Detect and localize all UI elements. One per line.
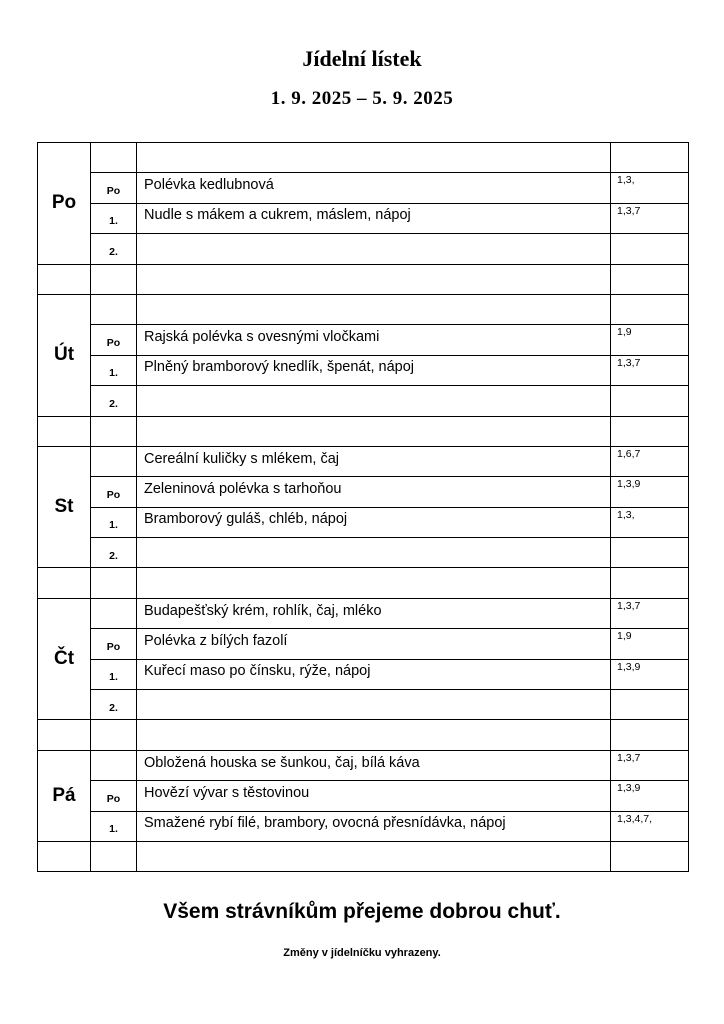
allergens (611, 690, 689, 720)
allergens: 1,6,7 (611, 446, 689, 476)
menu-row (38, 659, 689, 689)
dish-cell (137, 598, 611, 628)
empty-cell (611, 568, 689, 598)
empty-cell (611, 720, 689, 750)
dish-name: Nudle s mákem a cukrem, máslem, nápoj (144, 207, 411, 224)
menu-row (38, 203, 689, 233)
dish-cell (137, 143, 611, 173)
empty-cell (611, 841, 689, 871)
empty-cell (38, 416, 91, 446)
dish-cell (137, 750, 611, 780)
empty-cell (38, 264, 91, 294)
meal-type: 1. (91, 659, 137, 689)
empty-cell (91, 720, 137, 750)
allergens: 1,9 (611, 325, 689, 355)
empty-cell (91, 841, 137, 871)
changes-note: Změny v jídelníčku vyhrazeny. (283, 947, 441, 959)
dish-name: Obložená houska se šunkou, čaj, bílá káva (144, 754, 420, 771)
meal-type (91, 143, 137, 173)
meal-type (91, 446, 137, 476)
allergens: 1,3, (611, 507, 689, 537)
menu-row (38, 477, 689, 507)
dish-name: Cereální kuličky s mlékem, čaj (144, 450, 339, 467)
empty-cell (611, 416, 689, 446)
allergens: 1,3,9 (611, 477, 689, 507)
dish-cell (137, 294, 611, 324)
meal-type: 2. (91, 234, 137, 264)
allergens: 1,3,7 (611, 203, 689, 233)
meal-type: 1. (91, 507, 137, 537)
dish-cell (137, 477, 611, 507)
meal-type: 1. (91, 811, 137, 841)
meal-type: Po (91, 629, 137, 659)
day-label: Čt (38, 598, 91, 720)
dish-cell (137, 781, 611, 811)
menu-row (38, 355, 689, 385)
allergens: 1,3,4,7, (611, 811, 689, 841)
meal-type: 2. (91, 386, 137, 416)
meal-type (91, 294, 137, 324)
spacer-row (38, 416, 689, 446)
allergens: 1,3,7 (611, 598, 689, 628)
menu-row (38, 690, 689, 720)
empty-cell (91, 416, 137, 446)
dish-name: Rajská polévka s ovesnými vločkami (144, 329, 380, 346)
dish-cell (137, 234, 611, 264)
menu-row (38, 538, 689, 568)
meal-type: 2. (91, 690, 137, 720)
meal-type: Po (91, 325, 137, 355)
dish-name: Zeleninová polévka s tarhoňou (144, 480, 342, 497)
dish-cell (137, 325, 611, 355)
meal-type: 1. (91, 355, 137, 385)
dish-cell (137, 173, 611, 203)
dish-name: Kuřecí maso po čínsku, rýže, nápoj (144, 663, 371, 680)
empty-cell (137, 416, 611, 446)
menu-row (38, 811, 689, 841)
empty-cell (137, 841, 611, 871)
page-title: Jídelní lístek (302, 46, 422, 71)
empty-cell (91, 264, 137, 294)
allergens (611, 538, 689, 568)
allergens (611, 386, 689, 416)
empty-cell (611, 264, 689, 294)
menu-row (38, 446, 689, 476)
empty-cell (38, 841, 91, 871)
menu-row (38, 173, 689, 203)
menu-row (38, 598, 689, 628)
empty-cell (137, 264, 611, 294)
meal-type: Po (91, 173, 137, 203)
menu-table (37, 142, 689, 872)
meal-type (91, 750, 137, 780)
meal-type (91, 598, 137, 628)
menu-row (38, 507, 689, 537)
dish-name: Polévka z bílých fazolí (144, 632, 288, 649)
menu-row (38, 234, 689, 264)
dish-cell (137, 629, 611, 659)
dish-cell (137, 659, 611, 689)
dish-cell (137, 690, 611, 720)
spacer-row (38, 720, 689, 750)
spacer-row (38, 841, 689, 871)
meal-type: 1. (91, 203, 137, 233)
empty-cell (137, 568, 611, 598)
dish-name: Budapešťský krém, rohlík, čaj, mléko (144, 602, 382, 619)
dish-cell (137, 355, 611, 385)
dish-cell (137, 446, 611, 476)
dish-cell (137, 203, 611, 233)
spacer-row (38, 568, 689, 598)
menu-row (38, 386, 689, 416)
dish-name: Smažené rybí filé, brambory, ovocná přesnídávka, nápoj (144, 815, 506, 832)
day-label: Út (38, 294, 91, 416)
meal-type: Po (91, 781, 137, 811)
menu-row (38, 781, 689, 811)
allergens: 1,3,9 (611, 659, 689, 689)
dish-name: Polévka kedlubnová (144, 177, 274, 194)
dish-cell (137, 386, 611, 416)
allergens: 1,9 (611, 629, 689, 659)
menu-table-body (38, 143, 689, 872)
allergens (611, 294, 689, 324)
meal-type: 2. (91, 538, 137, 568)
allergens (611, 143, 689, 173)
dish-name: Hovězí vývar s těstovinou (144, 784, 310, 801)
menu-row (38, 143, 689, 173)
dish-name: Plněný bramborový knedlík, špenát, nápoj (144, 359, 415, 376)
day-label: Po (38, 143, 91, 265)
meal-type: Po (91, 477, 137, 507)
allergens (611, 234, 689, 264)
allergens: 1,3,7 (611, 355, 689, 385)
menu-row (38, 325, 689, 355)
dish-cell (137, 811, 611, 841)
allergens: 1,3,9 (611, 781, 689, 811)
dish-name: Bramborový guláš, chléb, nápoj (144, 511, 348, 528)
date-range: 1. 9. 2025 – 5. 9. 2025 (270, 88, 454, 109)
menu-row (38, 750, 689, 780)
empty-cell (137, 720, 611, 750)
allergens: 1,3, (611, 173, 689, 203)
dish-cell (137, 507, 611, 537)
allergens: 1,3,7 (611, 750, 689, 780)
spacer-row (38, 264, 689, 294)
menu-row (38, 629, 689, 659)
empty-cell (38, 720, 91, 750)
footer-greeting: Všem strávníkům přejeme dobrou chuť. (163, 900, 561, 923)
menu-row (38, 294, 689, 324)
day-label: St (38, 446, 91, 568)
day-label: Pá (38, 750, 91, 841)
dish-cell (137, 538, 611, 568)
empty-cell (38, 568, 91, 598)
empty-cell (91, 568, 137, 598)
